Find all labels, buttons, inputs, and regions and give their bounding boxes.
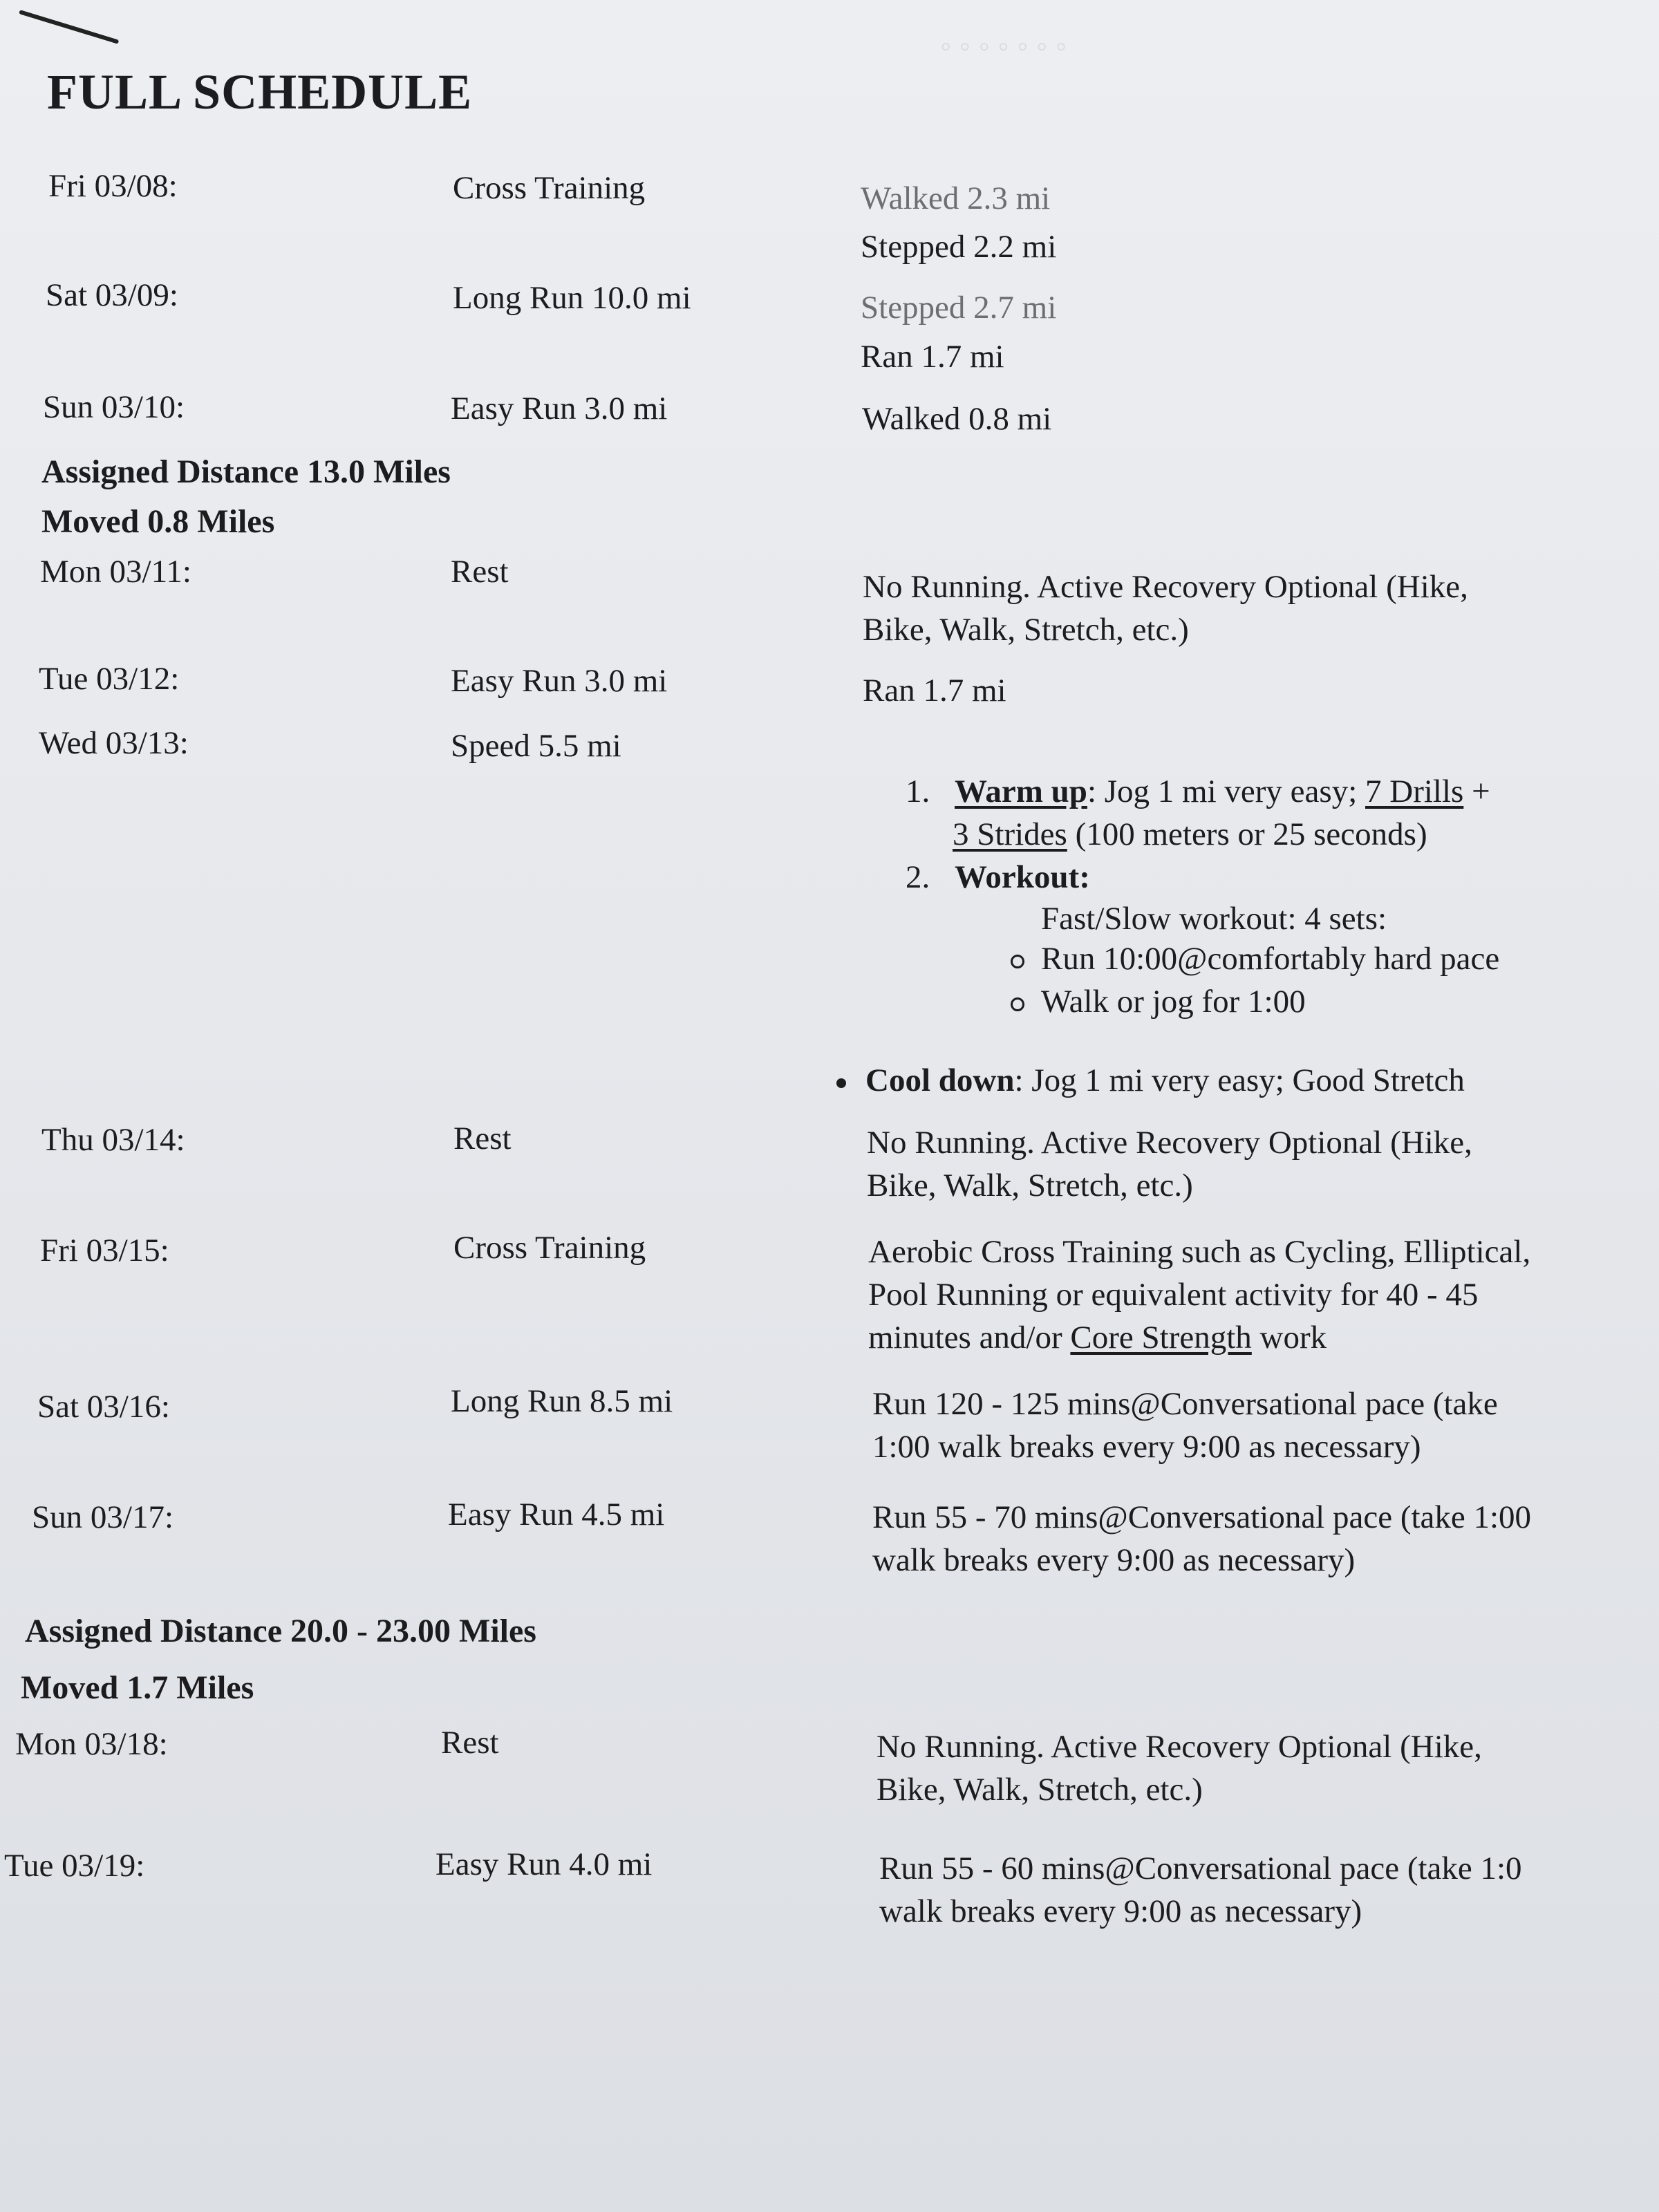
note-line: Bike, Walk, Stretch, etc.) bbox=[863, 612, 1189, 648]
activity-label: Easy Run 4.5 mi bbox=[448, 1497, 665, 1533]
note-line: No Running. Active Recovery Optional (Hike, bbox=[863, 569, 1468, 605]
bullet-icon bbox=[836, 1078, 846, 1088]
assigned-distance-heading: Assigned Distance 13.0 Miles bbox=[41, 453, 451, 490]
activity-label: Long Run 10.0 mi bbox=[453, 280, 691, 316]
workout-note bbox=[872, 1382, 1498, 1468]
note-line: Bike, Walk, Stretch, etc.) bbox=[867, 1168, 1193, 1203]
note-line: Run 120 - 125 mins@Conversational pace (take bbox=[872, 1386, 1498, 1422]
activity-label: Easy Run 3.0 mi bbox=[451, 663, 668, 699]
core-strength-link[interactable]: Core Strength bbox=[1070, 1320, 1252, 1356]
warmup-label: Warm up bbox=[955, 774, 1087, 809]
note-line: Pool Running or equivalent activity for 40 - 45 bbox=[868, 1277, 1479, 1313]
sub-list-item bbox=[1011, 937, 1499, 980]
note-line: walk breaks every 9:00 as necessary) bbox=[879, 1893, 1362, 1929]
activity-label: Cross Training bbox=[453, 170, 646, 206]
note-line: No Running. Active Recovery Optional (Hike, bbox=[867, 1125, 1472, 1161]
cooldown-item bbox=[836, 1059, 1465, 1102]
activity-log: Ran 1.7 mi bbox=[863, 673, 1006, 709]
activity-log: Walked 2.3 mi bbox=[861, 180, 1051, 216]
day-label: Wed 03/13: bbox=[39, 725, 189, 761]
list-number: 1. bbox=[906, 774, 930, 809]
activity-log: Stepped 2.7 mi bbox=[861, 290, 1057, 326]
activity-log: Stepped 2.2 mi bbox=[861, 229, 1057, 265]
note-line: walk breaks every 9:00 as necessary) bbox=[872, 1542, 1356, 1578]
moved-distance-heading: Moved 0.8 Miles bbox=[41, 503, 275, 540]
workout-note bbox=[868, 1230, 1530, 1359]
page-title: FULL SCHEDULE bbox=[47, 64, 473, 120]
strides-link[interactable]: 3 Strides bbox=[953, 816, 1067, 852]
warmup-text: : Jog 1 mi very easy; bbox=[1087, 774, 1366, 809]
day-label: Sun 03/10: bbox=[43, 389, 185, 425]
activity-label: Easy Run 3.0 mi bbox=[451, 391, 668, 427]
cooldown-label: Cool down bbox=[865, 1062, 1015, 1098]
day-label: Sat 03/09: bbox=[46, 277, 178, 313]
note-line: Bike, Walk, Stretch, etc.) bbox=[877, 1772, 1203, 1808]
day-label: Tue 03/12: bbox=[39, 661, 180, 697]
activity-label: Rest bbox=[441, 1725, 499, 1761]
assigned-distance-heading: Assigned Distance 20.0 - 23.00 Miles bbox=[25, 1613, 536, 1649]
moved-distance-heading: Moved 1.7 Miles bbox=[21, 1669, 254, 1706]
list-number: 2. bbox=[906, 859, 930, 895]
day-label: Fri 03/08: bbox=[48, 168, 178, 204]
day-label: Sat 03/16: bbox=[37, 1389, 170, 1425]
circle-bullet-icon bbox=[1011, 955, 1024, 968]
activity-label: Easy Run 4.0 mi bbox=[435, 1846, 653, 1882]
note-line: Aerobic Cross Training such as Cycling, Elliptical, bbox=[868, 1234, 1531, 1270]
circle-bullet-icon bbox=[1011, 997, 1024, 1011]
cooldown-text: : Jog 1 mi very easy; Good Stretch bbox=[1014, 1062, 1465, 1098]
note-line: Run 55 - 70 mins@Conversational pace (take 1:00 bbox=[872, 1499, 1532, 1535]
day-label: Sun 03/17: bbox=[32, 1499, 174, 1535]
workout-item bbox=[906, 856, 1090, 899]
sub-list-item bbox=[1011, 980, 1306, 1023]
note-text: work bbox=[1251, 1320, 1327, 1356]
day-label: Mon 03/11: bbox=[40, 554, 191, 590]
workout-note bbox=[879, 1847, 1522, 1933]
activity-log: Ran 1.7 mi bbox=[861, 339, 1004, 375]
bleed-through: ◦ ◦ ◦ ◦ ◦ ◦ ◦ bbox=[940, 28, 1067, 64]
warmup-plus: + bbox=[1463, 774, 1490, 809]
day-label: Tue 03/19: bbox=[4, 1848, 145, 1884]
workout-note bbox=[867, 1121, 1472, 1207]
warmup-item bbox=[906, 770, 1490, 813]
sub-item-text: Walk or jog for 1:00 bbox=[1041, 984, 1306, 1020]
day-label: Thu 03/14: bbox=[41, 1122, 185, 1158]
drills-link[interactable]: 7 Drills bbox=[1365, 774, 1464, 809]
activity-log: Walked 0.8 mi bbox=[862, 401, 1052, 437]
fastslow-text: Fast/Slow workout: 4 sets: bbox=[1041, 901, 1387, 937]
note-text: minutes and/or bbox=[868, 1320, 1071, 1356]
activity-label: Speed 5.5 mi bbox=[451, 728, 621, 764]
note-line: Run 55 - 60 mins@Conversational pace (take 1:0 bbox=[879, 1850, 1522, 1886]
note-line: No Running. Active Recovery Optional (Hike, bbox=[877, 1729, 1482, 1765]
day-label: Mon 03/18: bbox=[15, 1726, 168, 1762]
workout-note bbox=[863, 565, 1468, 651]
warmup-item-cont bbox=[953, 813, 1427, 856]
activity-label: Rest bbox=[453, 1121, 512, 1156]
pen-mark bbox=[19, 10, 119, 44]
activity-label: Cross Training bbox=[453, 1230, 646, 1266]
sub-item-text: Run 10:00@comfortably hard pace bbox=[1041, 941, 1500, 977]
activity-label: Rest bbox=[451, 554, 509, 590]
activity-label: Long Run 8.5 mi bbox=[451, 1383, 673, 1419]
workout-label: Workout: bbox=[955, 859, 1090, 895]
workout-note bbox=[872, 1496, 1531, 1582]
warmup-rest: (100 meters or 25 seconds) bbox=[1067, 816, 1427, 852]
note-line bbox=[868, 1316, 1530, 1359]
note-line: 1:00 walk breaks every 9:00 as necessary) bbox=[872, 1429, 1421, 1465]
day-label: Fri 03/15: bbox=[40, 1232, 169, 1268]
workout-note bbox=[877, 1725, 1482, 1811]
